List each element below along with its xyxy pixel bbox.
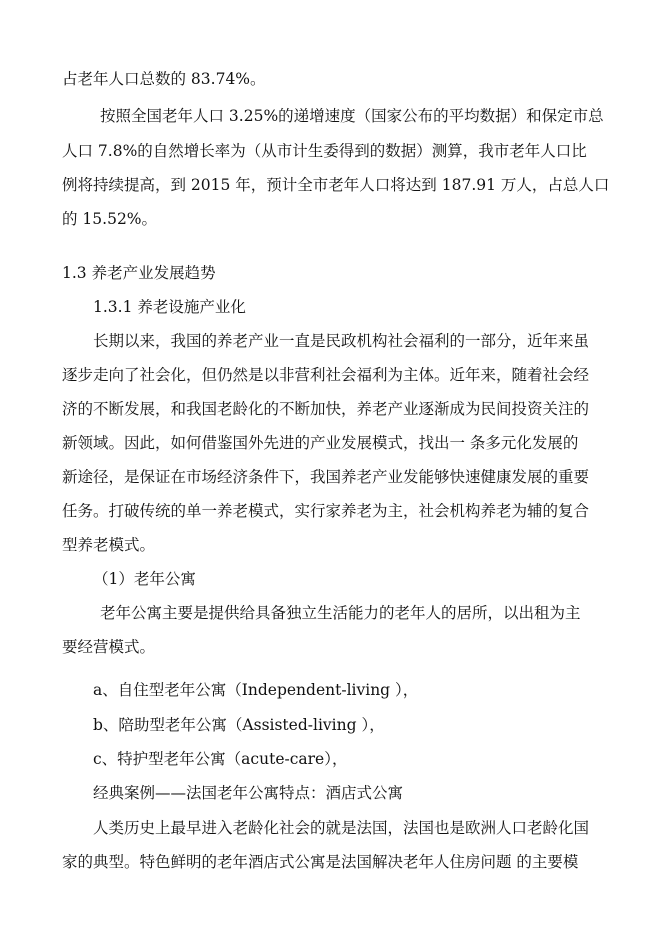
text-line: 要经营模式。 <box>62 638 156 656</box>
text-line: 新领域。因此，如何借鉴国外先进的产业发展模式，找出一 条多元化发展的 <box>62 434 579 452</box>
text-line: 型养老模式。 <box>62 536 156 554</box>
subsection-heading: 1.3.1 养老设施产业化 <box>93 298 246 316</box>
text-line: 人类历史上最早进入老龄化社会的就是法国，法国也是欧洲人口老龄化国 <box>93 819 590 837</box>
text-line: 长期以来，我国的养老产业一直是民政机构社会福利的一部分，近年来虽 <box>93 332 590 350</box>
text-line: 的 15.52%。 <box>62 210 158 228</box>
text-line: 逐步走向了社会化，但仍然是以非营利社会福利为主体。近年来，随着社会经 <box>62 366 590 384</box>
text-line: 按照全国老年人口 3.25%的递增速度（国家公布的平均数据）和保定市总 <box>100 107 604 125</box>
item-heading: （1）老年公寓 <box>93 570 196 588</box>
list-item: c、特护型老年公寓（acute-care）， <box>93 750 348 768</box>
section-heading: 1.3 养老产业发展趋势 <box>62 264 216 282</box>
text-line: 老年公寓主要是提供给具备独立生活能力的老年人的居所，以出租为主 <box>100 604 581 622</box>
case-heading: 经典案例——法国老年公寓特点：酒店式公寓 <box>93 784 404 802</box>
text-line: 人口 7.8%的自然增长率为（从市计生委得到的数据）测算，我市老年人口比 <box>62 142 587 160</box>
list-item: a、自住型老年公寓（Independent-living ）， <box>93 681 419 699</box>
text-line: 家的典型。特色鲜明的老年酒店式公寓是法国解决老年人住房问题 的主要模 <box>62 853 579 871</box>
text-line: 任务。打破传统的单一养老模式，实行家养老为主，社会机构养老为辅的复合 <box>62 502 590 520</box>
text-line: 济的不断发展，和我国老龄化的不断加快，养老产业逐渐成为民间投资关注的 <box>62 400 590 418</box>
text-line: 占老年人口总数的 83.74%。 <box>62 70 266 88</box>
list-item: b、陪助型老年公寓（Assisted-living ）， <box>93 716 385 734</box>
text-line: 新途径，是保证在市场经济条件下，我国养老产业发能够快速健康发展的重要 <box>62 468 590 486</box>
text-line: 例将持续提高，到 2015 年，预计全市老年人口将达到 187.91 万人，占总人口 <box>62 176 610 194</box>
